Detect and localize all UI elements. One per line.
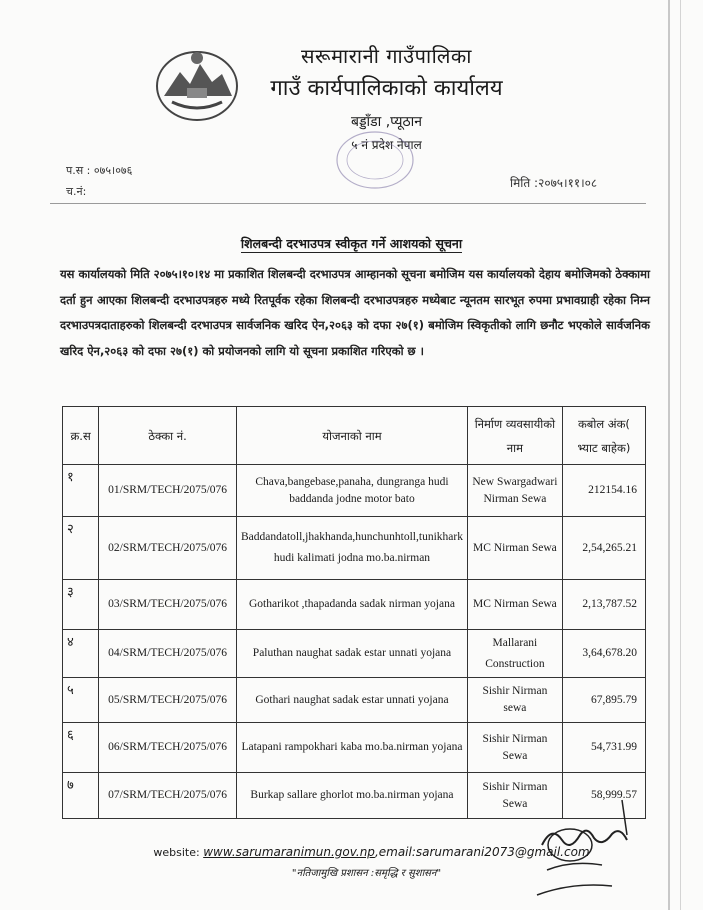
cell-contractor: Sishir Nirman Sewa: [467, 723, 562, 773]
header-divider: [50, 203, 646, 204]
col-header-amount: कबोल अंक( भ्याट बाहेक): [562, 407, 645, 465]
col-header-contractor: निर्माण व्यवसायीको नाम: [467, 407, 562, 465]
cell-contractor: Sishir Nirman sewa: [467, 678, 562, 723]
cell-contract-no: 07/SRM/TECH/2075/076: [99, 773, 237, 819]
cell-amount: 54,731.99: [562, 723, 645, 773]
website-label: website:: [153, 846, 200, 859]
table-header-row: [63, 407, 646, 465]
notice-subject-text: शिलबन्दी दरभाउपत्र स्वीकृत गर्ने आशयको सूचना: [240, 236, 463, 251]
cell-contract-no: 06/SRM/TECH/2075/076: [99, 723, 237, 773]
notice-body: यस कार्यालयको मिति २०७५।१०।१४ मा प्रकाशित शिलबन्दी दरभाउपत्र आम्हानको सूचना बमोजिम यस कार्यालयको देहाय बमोजिमको ठेक्कामा दर्ता हुन आएका शिलबन्दी दरभाउपत्रहरु मध्ये रितपूर्वक रहेका शिलबन्दी दरभाउपत्रहरु मध्येबाट न्यूनतम सारभूत रुपमा प्रभावग्राही रहेका निम्न दरभाउपत्रदाताहरुको शिलबन्दी दरभाउपत्र सार्वजनिक खरिद ऐन,२०६३ को दफा २७(१) बमोजिम स्विकृतीको लागि छनौट भएकोले सार्वजनिक खरिद ऐन,२०६३ को दफा २७(१) को प्रयोजनको लागि यो सूचना प्रकाशित गरिएको छ ।: [60, 267, 650, 358]
email-address: ,email:sarumarani2073@gmail.com: [374, 845, 590, 859]
cell-contract-no: 05/SRM/TECH/2075/076: [99, 678, 237, 723]
cell-sn: ७: [63, 773, 99, 819]
cell-contract-no: 02/SRM/TECH/2075/076: [99, 517, 237, 580]
cell-project: Chava,bangebase,panaha, dungranga hudi baddanda jodne motor bato: [236, 465, 467, 517]
cell-amount: 212154.16: [562, 465, 645, 517]
province-name: ५ नं प्रदेश नेपाल: [351, 138, 422, 152]
cell-contractor: New Swargadwari Nirman Sewa: [467, 465, 562, 517]
cell-contractor: Mallarani Construction: [467, 630, 562, 678]
cell-contractor: MC Nirman Sewa: [467, 517, 562, 580]
cell-amount: 58,999.57: [562, 773, 645, 819]
office-seal-stamp: [330, 125, 420, 195]
cell-sn: १: [63, 465, 99, 517]
table-row: [63, 465, 646, 517]
footer-motto: "नतिजामुखि प्रशासन :समृद्धि र सुशासन": [291, 868, 442, 879]
cell-project: Gothari naughat sadak estar unnati yojana: [236, 678, 467, 723]
cell-sn: २: [63, 517, 99, 580]
table-row: [63, 630, 646, 678]
col-header-contract-no: ठेक्का नं.: [99, 407, 237, 465]
col-header-sn: क्र.स: [63, 407, 99, 465]
cell-project: Paluthan naughat sadak estar unnati yojana: [236, 630, 467, 678]
cell-sn: ४: [63, 630, 99, 678]
col-header-project: योजनाको नाम: [236, 407, 467, 465]
table-row: [63, 517, 646, 580]
signature-stamp: [532, 790, 652, 910]
table-row: [63, 678, 646, 723]
cell-contractor: Sishir Nirman Sewa: [467, 773, 562, 819]
cell-amount: 2,13,787.52: [562, 580, 645, 630]
cell-amount: 3,64,678.20: [562, 630, 645, 678]
cell-project: Gotharikot ,thapadanda sadak nirman yojana: [236, 580, 467, 630]
cell-project: Baddandatoll,jhakhanda,hunchunhtoll,tunikhark hudi kalimati jodna mo.ba.nirman: [236, 517, 467, 580]
cell-sn: ६: [63, 723, 99, 773]
municipality-name: सरूमारानी गाउँपालिका: [301, 44, 472, 68]
reference-number: प.स : ०७५।०७६: [66, 164, 133, 177]
notice-subject: [0, 235, 703, 252]
office-location: बड्डाँडा ,प्यूठान: [350, 114, 423, 130]
cell-contract-no: 04/SRM/TECH/2075/076: [99, 630, 237, 678]
cell-amount: 2,54,265.21: [562, 517, 645, 580]
office-name: गाउँ कार्यपालिकाको कार्यालय: [270, 76, 503, 101]
cell-project: Burkap sallare ghorlot mo.ba.nirman yojana: [236, 773, 467, 819]
cell-contract-no: 01/SRM/TECH/2075/076: [99, 465, 237, 517]
cell-sn: ५: [63, 678, 99, 723]
cell-project: Latapani rampokhari kaba mo.ba.nirman yojana: [236, 723, 467, 773]
dispatch-number: च.नं:: [66, 185, 87, 198]
website-link[interactable]: www.sarumaranimun.gov.np: [203, 845, 375, 859]
cell-amount: 67,895.79: [562, 678, 645, 723]
letter-date: मिति :२०७५।११।०८: [510, 176, 598, 190]
contracts-table: [62, 406, 646, 819]
cell-contractor: MC Nirman Sewa: [467, 580, 562, 630]
cell-sn: ३: [63, 580, 99, 630]
table-row: [63, 723, 646, 773]
cell-contract-no: 03/SRM/TECH/2075/076: [99, 580, 237, 630]
table-row: [63, 580, 646, 630]
